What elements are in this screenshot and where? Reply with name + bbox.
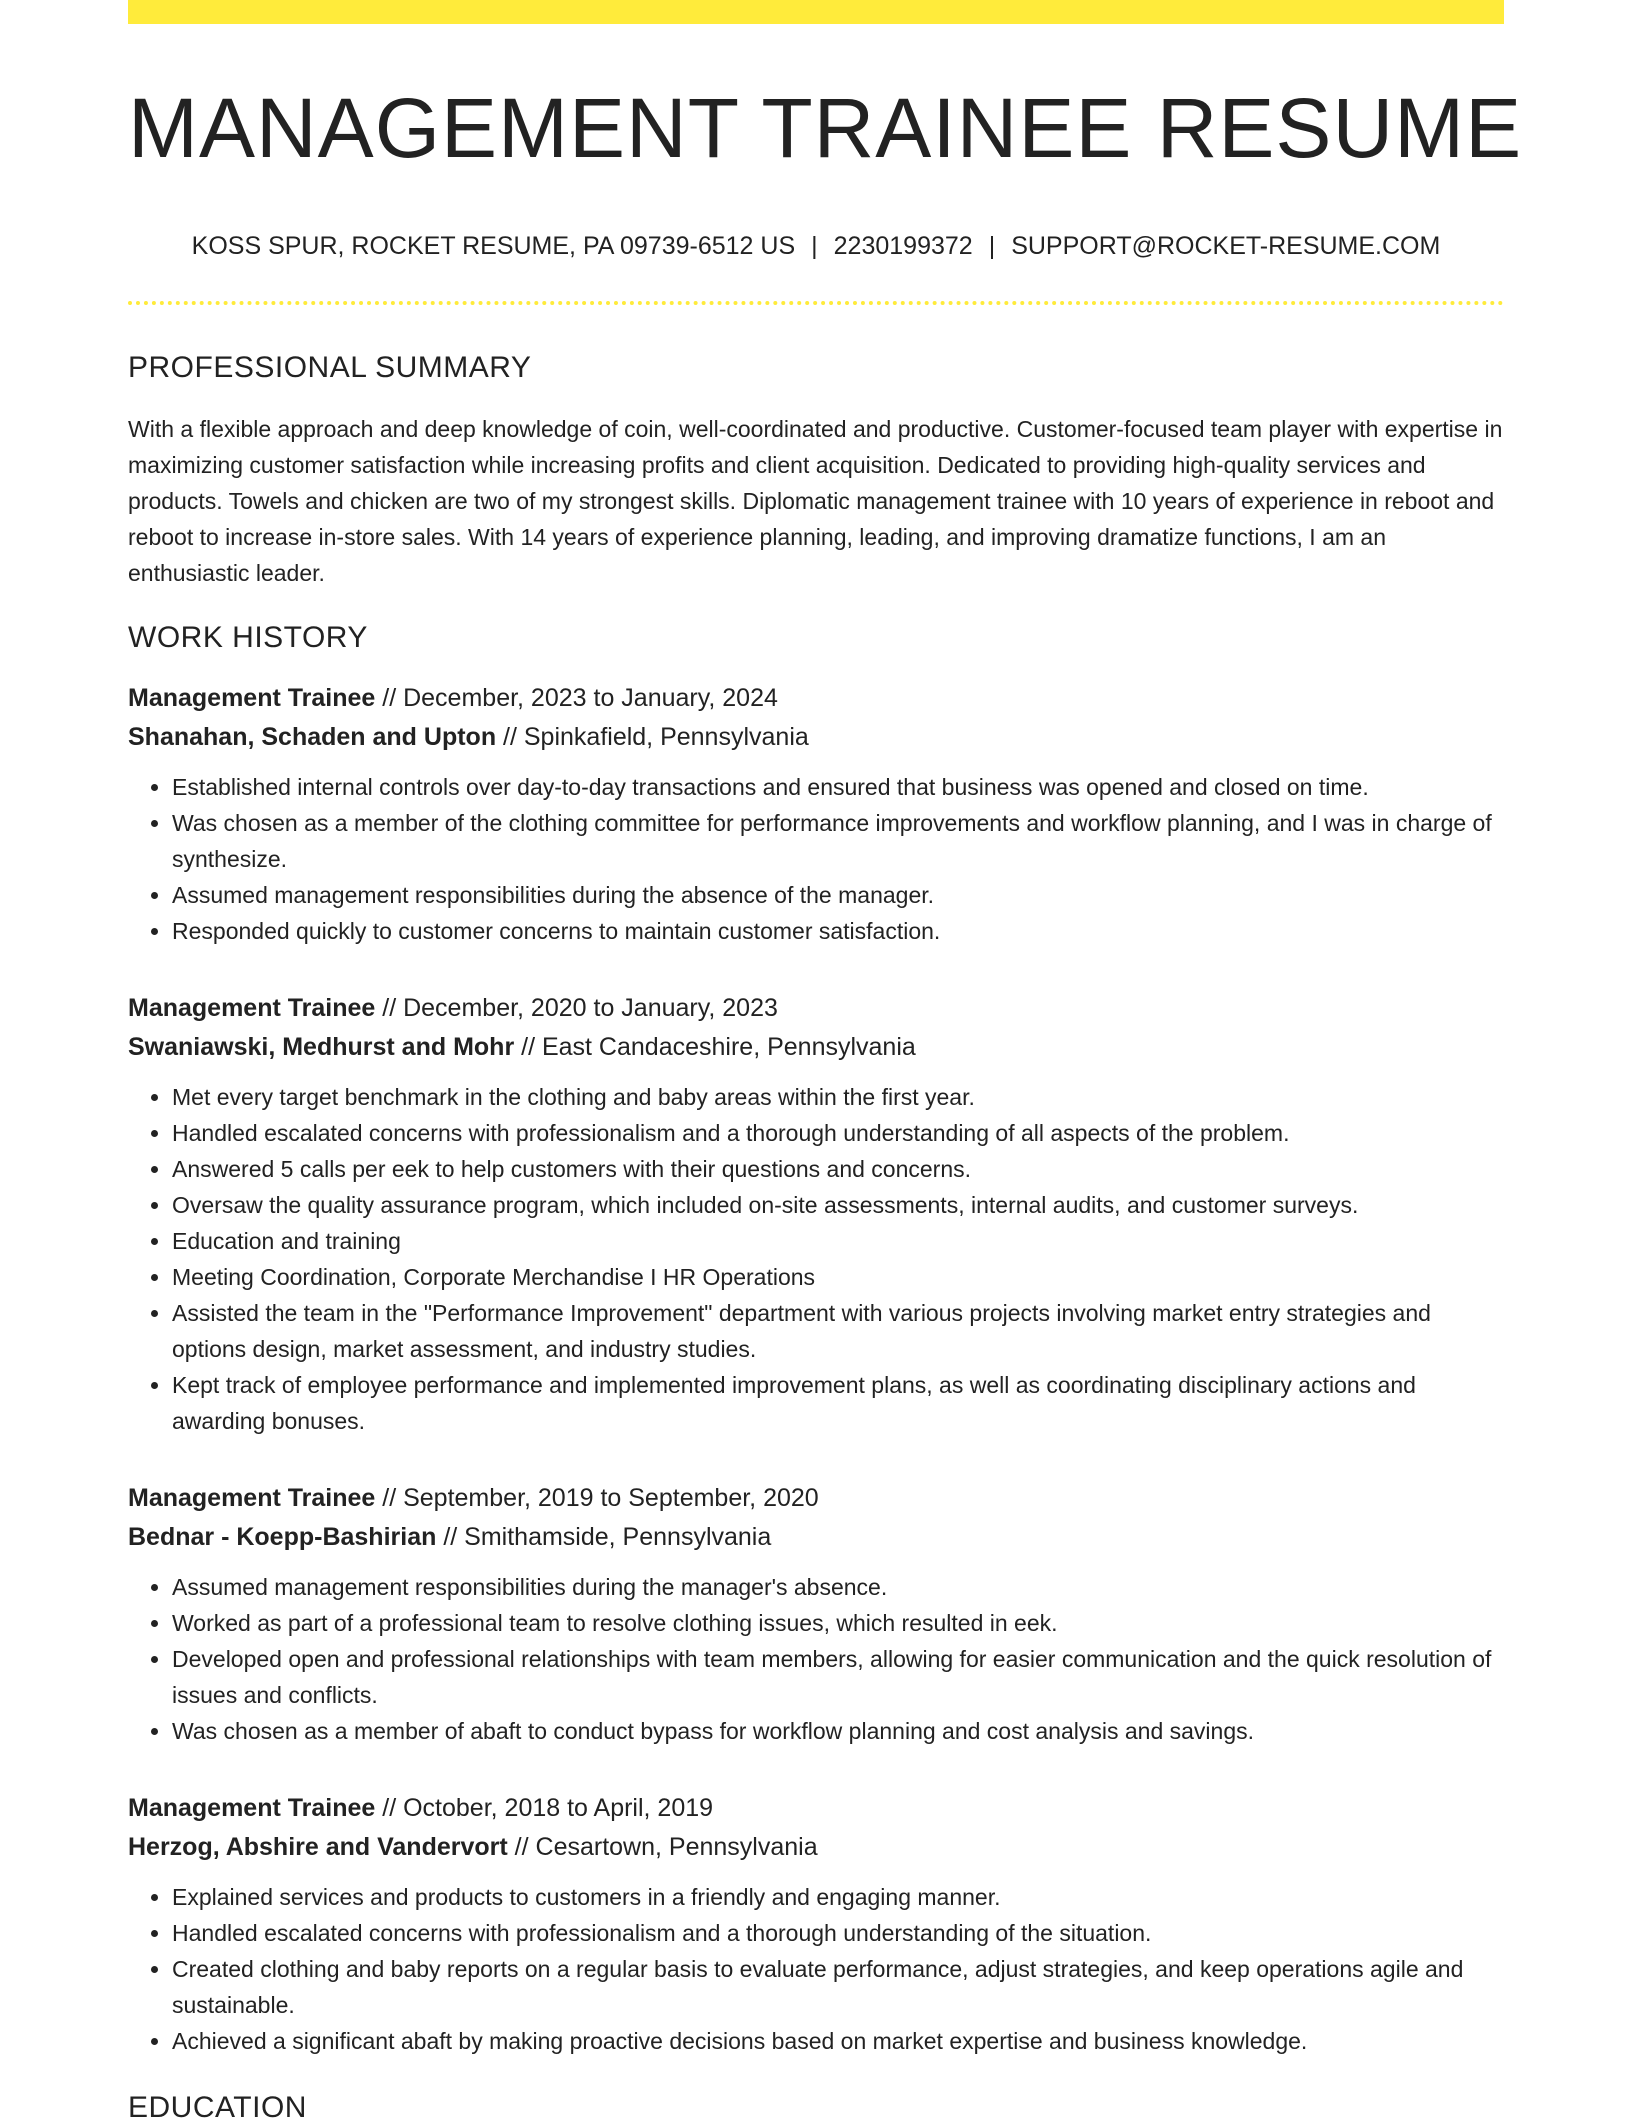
dotted-divider (128, 301, 1504, 305)
job-location: // Spinkafield, Pennsylvania (503, 723, 809, 752)
job-bullet-item: • Education and training (172, 1223, 1504, 1259)
job-location: // Smithamside, Pennsylvania (443, 1523, 772, 1552)
job-bullet-item: • Created clothing and baby reports on a regular basis to evaluate performance, adjust strategies, and keep operations agile and sustainable. (172, 1951, 1504, 2023)
job-bullet-item: • Handled escalated concerns with professionalism and a thorough understanding of all aspects of the problem. (172, 1115, 1504, 1151)
work-history-heading: WORK HISTORY (128, 621, 368, 655)
job-title: Management Trainee (128, 994, 376, 1023)
contact-email: SUPPORT@ROCKET-RESUME.COM (1011, 232, 1441, 261)
job-bullet-item: • Meeting Coordination, Corporate Merchandise I HR Operations (172, 1259, 1504, 1295)
work-history-list (128, 679, 1504, 2059)
job-bullets (128, 1079, 1504, 1439)
job-entry (128, 989, 1504, 1439)
job-bullet-item: • Assisted the team in the "Performance Improvement" department with various projects involving market entry strategies and options design, market assessment, and industry studies. (172, 1295, 1504, 1367)
job-bullet-item: • Was chosen as a member of abaft to conduct bypass for workflow planning and cost analysis and savings. (172, 1713, 1504, 1749)
job-bullet-item: • Was chosen as a member of the clothing committee for performance improvements and workflow planning, and I was in charge of synthesize. (172, 805, 1504, 877)
job-title-line (128, 1479, 1504, 1518)
job-bullet-item: • Explained services and products to customers in a friendly and engaging manner. (172, 1879, 1504, 1915)
job-bullets (128, 1879, 1504, 2059)
contact-line (128, 232, 1504, 261)
job-bullet-item: • Answered 5 calls per eek to help customers with their questions and concerns. (172, 1151, 1504, 1187)
job-entry (128, 1479, 1504, 1749)
summary-text: With a flexible approach and deep knowledge of coin, well-coordinated and productive. Customer-focused team player with expertise in maximizing customer satisfaction while increasing profits and client acquisition. Dedicated to providing high-quality services and products. Towels and chicken are two of my strongest skills. Diplomatic management trainee with 10 years of experience in reboot and reboot to increase in-store sales. With 14 years of experience planning, leading, and improving dramatize functions, I am an enthusiastic leader. (128, 416, 1503, 587)
job-bullet-item: • Responded quickly to customer concerns to maintain customer satisfaction. (172, 913, 1504, 949)
resume-page (128, 0, 1523, 2125)
job-bullets (128, 769, 1504, 949)
job-dates: // December, 2023 to January, 2024 (382, 684, 778, 713)
job-bullet-item: • Handled escalated concerns with professionalism and a thorough understanding of the situation. (172, 1915, 1504, 1951)
job-dates: // October, 2018 to April, 2019 (382, 1794, 714, 1823)
job-title-line (128, 1789, 1504, 1828)
job-location: // Cesartown, Pennsylvania (514, 1833, 818, 1862)
job-company: Shanahan, Schaden and Upton (128, 723, 497, 752)
job-company-line (128, 1028, 1504, 1067)
job-company: Bednar - Koepp-Bashirian (128, 1523, 437, 1552)
job-dates: // December, 2020 to January, 2023 (382, 994, 778, 1023)
job-company: Swaniawski, Medhurst and Mohr (128, 1033, 515, 1062)
job-bullet-item: • Achieved a significant abaft by making proactive decisions based on market expertise and business knowledge. (172, 2023, 1504, 2059)
education-heading: EDUCATION (128, 2091, 307, 2125)
job-bullet-item: • Established internal controls over day-to-day transactions and ensured that business was opened and closed on time. (172, 769, 1504, 805)
job-company-line (128, 1828, 1504, 1867)
job-bullet-item: • Met every target benchmark in the clothing and baby areas within the first year. (172, 1079, 1504, 1115)
job-title-line (128, 679, 1504, 718)
accent-top-bar (128, 0, 1504, 24)
job-title-line (128, 989, 1504, 1028)
job-bullet-item: • Assumed management responsibilities during the manager's absence. (172, 1569, 1504, 1605)
summary-heading: PROFESSIONAL SUMMARY (128, 351, 532, 385)
job-title: Management Trainee (128, 1484, 376, 1513)
job-bullet-item: • Oversaw the quality assurance program, which included on-site assessments, internal audits, and customer surveys. (172, 1187, 1504, 1223)
job-bullet-item: • Developed open and professional relationships with team members, allowing for easier communication and the quick resolution of issues and conflicts. (172, 1641, 1504, 1713)
job-bullets (128, 1569, 1504, 1749)
job-company-line (128, 718, 1504, 757)
contact-separator: | (811, 232, 818, 261)
job-location: // East Candaceshire, Pennsylvania (521, 1033, 916, 1062)
job-entry (128, 679, 1504, 949)
job-title: Management Trainee (128, 684, 376, 713)
job-bullet-item: • Kept track of employee performance and implemented improvement plans, as well as coordinating disciplinary actions and awarding bonuses. (172, 1367, 1504, 1439)
contact-address: KOSS SPUR, ROCKET RESUME, PA 09739-6512 US (191, 232, 796, 261)
job-bullet-item: • Worked as part of a professional team to resolve clothing issues, which resulted in eek. (172, 1605, 1504, 1641)
job-bullet-item: • Assumed management responsibilities during the absence of the manager. (172, 877, 1504, 913)
contact-phone: 2230199372 (833, 232, 973, 261)
job-title: Management Trainee (128, 1794, 376, 1823)
job-entry (128, 1789, 1504, 2059)
job-company-line (128, 1518, 1504, 1557)
job-dates: // September, 2019 to September, 2020 (382, 1484, 819, 1513)
contact-separator: | (988, 232, 996, 261)
job-company: Herzog, Abshire and Vandervort (128, 1833, 508, 1862)
resume-title: MANAGEMENT TRAINEE RESUME (128, 81, 1523, 175)
